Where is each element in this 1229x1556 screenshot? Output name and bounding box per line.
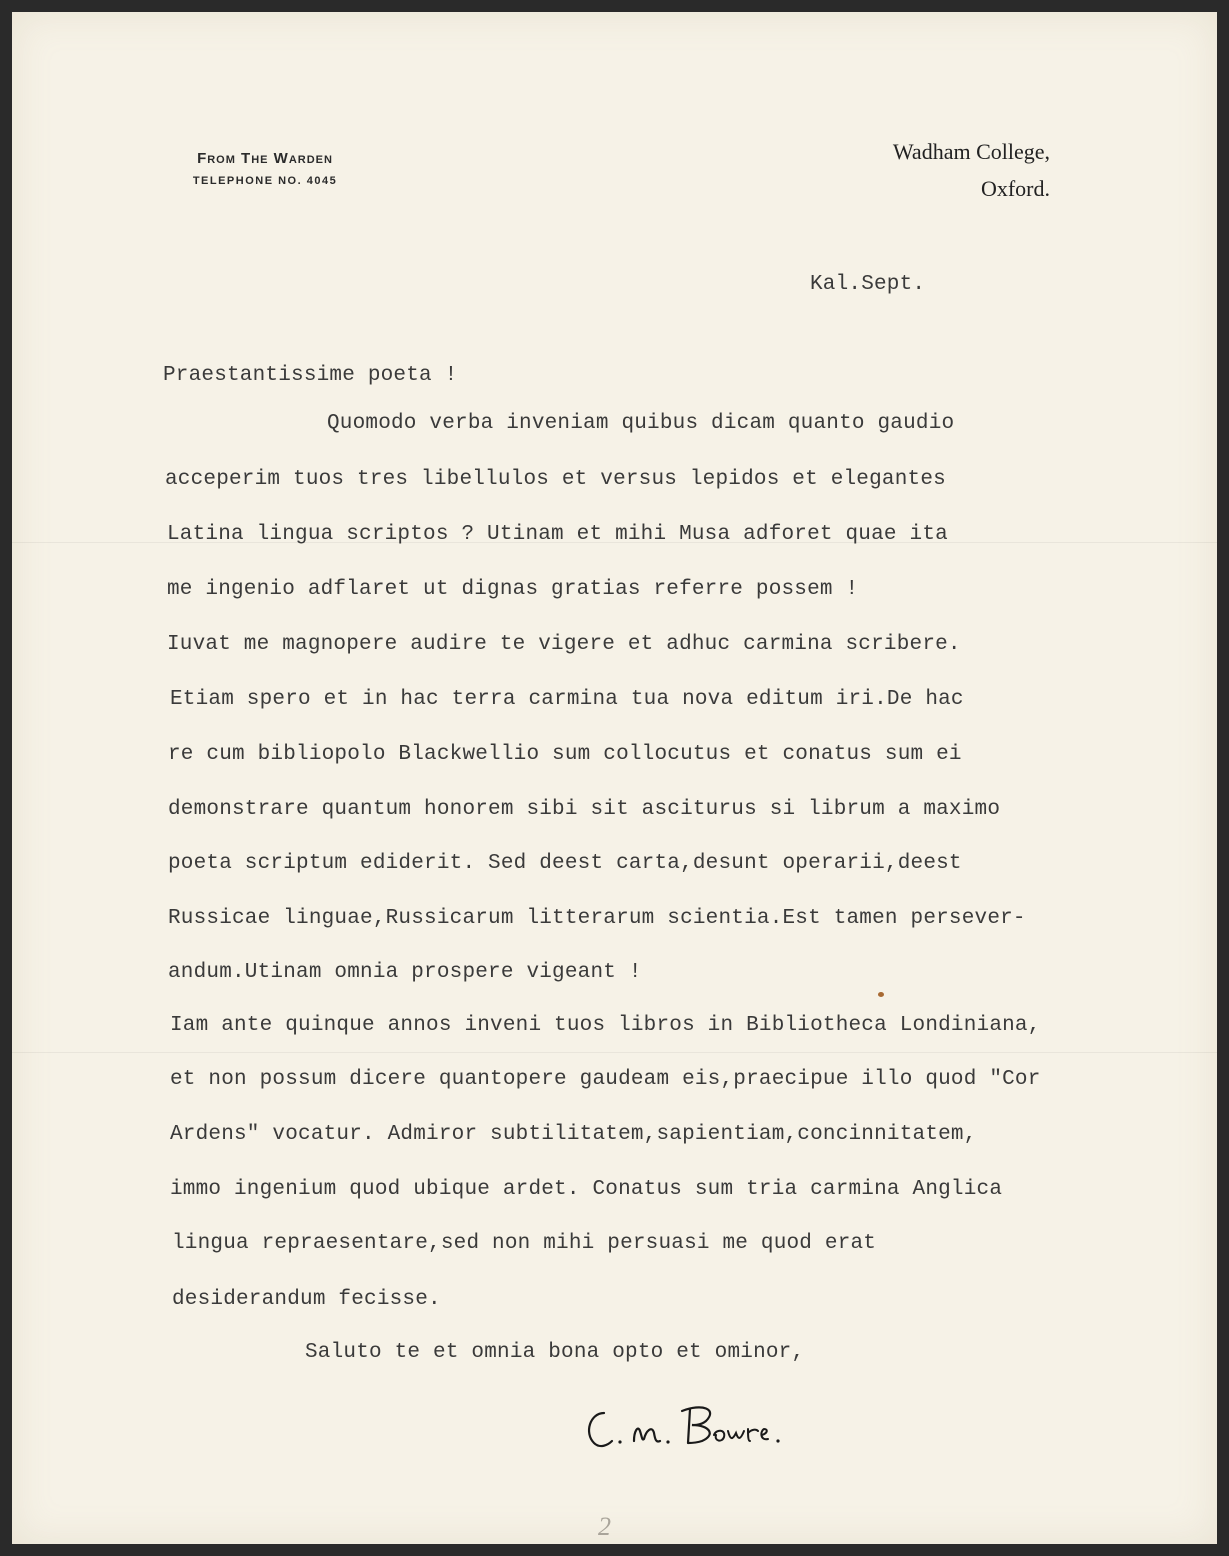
body-line: Iam ante quinque annos inveni tuos libros in Bibliotheca Londiniana,	[170, 1014, 1041, 1037]
letterhead-telephone: TELEPHONE NO. 4045	[192, 175, 338, 187]
paper-stain	[878, 992, 884, 997]
body-line: poeta scriptum ediderit. Sed deest carta,desunt operarii,deest	[168, 852, 962, 875]
letter-date: Kal.Sept.	[810, 273, 926, 296]
letterhead-city: Oxford.	[980, 176, 1050, 201]
body-line: andum.Utinam omnia prospere vigeant !	[168, 961, 642, 984]
body-line: Ardens" vocatur. Admiror subtilitatem,sapientiam,concinnitatem,	[170, 1123, 977, 1146]
body-line: desiderandum fecisse.	[172, 1288, 441, 1311]
letterhead-right	[820, 133, 1050, 207]
letterhead-from: From The Warden	[197, 150, 333, 167]
paper-fold	[12, 1052, 1217, 1053]
letterhead-college: Wadham College,	[892, 139, 1050, 164]
letterhead-left	[165, 150, 365, 187]
body-line: Iuvat me magnopere audire te vigere et adhuc carmina scribere.	[167, 633, 961, 656]
body-line: demonstrare quantum honorem sibi sit asciturus si librum a maximo	[168, 798, 1001, 821]
body-line: lingua repraesentare,sed non mihi persuasi me quod erat	[172, 1232, 877, 1255]
body-line: acceperim tuos tres libellulos et versus lepidos et elegantes	[165, 468, 946, 491]
body-line: Latina lingua scriptos ? Utinam et mihi Musa adforet quae ita	[167, 523, 948, 546]
body-line: Russicae linguae,Russicarum litterarum scientia.Est tamen persever-	[168, 907, 1026, 930]
body-line: me ingenio adflaret ut dignas gratias referre possem !	[167, 578, 859, 601]
body-line: et non possum dicere quantopere gaudeam eis,praecipue illo quod "Cor	[170, 1068, 1041, 1091]
letter-salutation: Praestantissime poeta !	[163, 364, 458, 387]
page-number: 2	[598, 1512, 611, 1541]
handwritten-signature	[582, 1395, 842, 1465]
letter-page	[12, 12, 1217, 1544]
body-line: Etiam spero et in hac terra carmina tua nova editum iri.De hac	[170, 688, 964, 711]
body-line: Quomodo verba inveniam quibus dicam quanto gaudio	[327, 412, 955, 435]
body-line: re cum bibliopolo Blackwellio sum collocutus et conatus sum ei	[168, 743, 962, 766]
letter-closing: Saluto te et omnia bona opto et ominor,	[305, 1341, 805, 1364]
body-line: immo ingenium quod ubique ardet. Conatus sum tria carmina Anglica	[170, 1178, 1003, 1201]
